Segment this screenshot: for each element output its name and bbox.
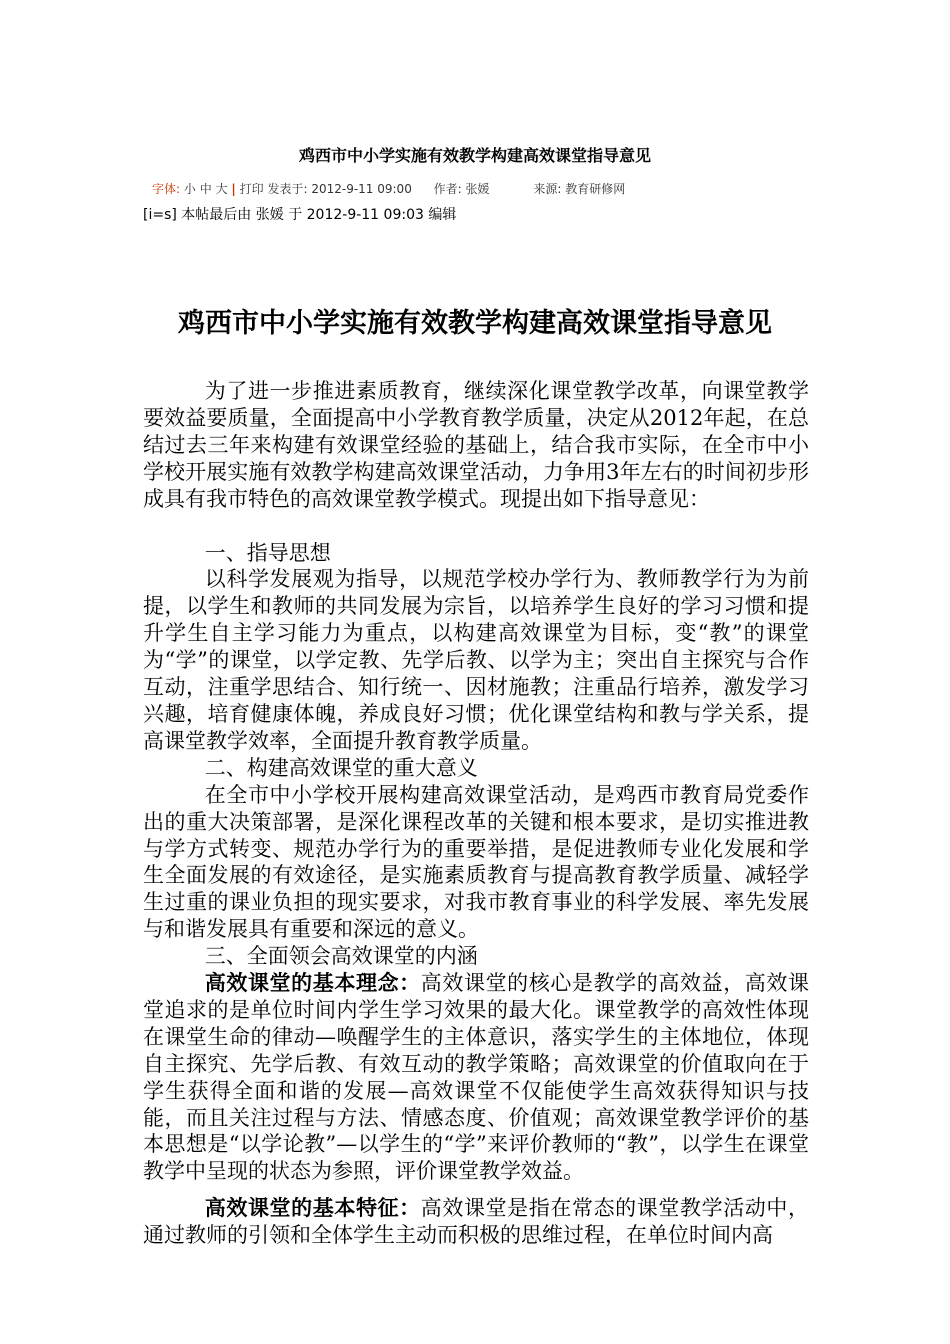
edit-note: [i=s] 本帖最后由 张媛 于 2012-9-11 09:03 编辑 bbox=[143, 207, 457, 223]
intro-paragraph: 为了进一步推进素质教育，继续深化课堂教学改革，向课堂教学要效益要质量，全面提高中小学教育教学质量，决定从2012年起，在总结过去三年来构建有效课堂经验的基础上，结合我市实际，在全市中小学校开展实施有效教学构建高效课堂活动，力争用3年左右的时间初步形成具有我市特色的高效课堂教学模式。现提出如下指导意见： bbox=[143, 379, 809, 511]
posted-time: 发表于: 2012-9-11 09:00 bbox=[267, 182, 412, 196]
font-large-link[interactable]: 大 bbox=[215, 182, 228, 196]
print-link[interactable]: 打印 bbox=[239, 182, 264, 196]
post-meta bbox=[152, 180, 852, 198]
font-size-label: 字体: bbox=[152, 182, 181, 196]
document-body bbox=[143, 378, 809, 1249]
section-paragraph-3 bbox=[143, 970, 809, 1185]
meta-separator: | bbox=[231, 182, 236, 196]
post-source: 来源: 教育研修网 bbox=[533, 182, 626, 196]
section-heading-2: 二、构建高效课堂的重大意义 bbox=[204, 755, 478, 780]
post-title: 鸡西市中小学实施有效教学构建高效课堂指导意见 bbox=[298, 146, 651, 165]
section-paragraph-2: 在全市中小学校开展构建高效课堂活动，是鸡西市教育局党委作出的重大决策部署，是深化课程改革的关键和根本要求，是切实推进教与学方式转变、规范办学行为的重要举措，是促进教师专业化发展和学生全面发展的有效途径，是实施素质教育与提高教育教学质量、减轻学生过重的课业负担的现实要求，对我市教育事业的科学发展、率先发展与和谐发展具有重要和深远的意义。 bbox=[143, 782, 809, 942]
basic-feature-label: 高效课堂的基本特征： bbox=[204, 1195, 421, 1221]
post-author: 作者: 张媛 bbox=[433, 182, 490, 196]
font-medium-link[interactable]: 中 bbox=[199, 182, 212, 196]
section-heading-1: 一、指导思想 bbox=[204, 540, 331, 565]
section-paragraph-4 bbox=[143, 1195, 809, 1249]
section-heading-3: 三、全面领会高效课堂的内涵 bbox=[204, 944, 478, 969]
section-paragraph-1: 以科学发展观为指导，以规范学校办学行为、教师教学行为为前提，以学生和教师的共同发展为宗旨，以培养学生良好的学习习惯和提升学生自主学习能力为重点，以构建高效课堂为目标，变“教”的课堂为“学”的课堂，以学定教、先学后教、以学为主；突出自主探究与合作互动，注重学思结合、知行统一、因材施教；注重品行培养，激发学习兴趣，培育健康体魄，养成良好习惯；优化课堂结构和教与学关系，提高课堂教学效率，全面提升教育教学质量。 bbox=[143, 567, 809, 753]
basic-feature-text: 高效课堂是指在常态的课堂教学活动中，通过教师的引领和全体学生主动而积极的思维过程，在单位时间内高 bbox=[143, 1196, 810, 1248]
basic-concept-text: 高效课堂的核心是教学的高效益，高效课堂追求的是单位时间内学生学习效果的最大化。课堂教学的高效性体现在课堂生命的律动—唤醒学生的主体意识，落实学生的主体地位，体现自主探究、先学后教、有效互动的教学策略；高效课堂的价值取向在于学生获得全面和谐的发展—高效课堂不仅能使学生高效获得知识与技能，而且关注过程与方法、情感态度、价值观；高效课堂教学评价的基本思想是“以学论教”—以学生的“学”来评价教师的“教”，以学生在课堂教学中呈现的状态为参照，评价课堂教学效益。 bbox=[143, 971, 810, 1184]
basic-concept-label: 高效课堂的基本理念： bbox=[204, 970, 421, 996]
document-title: 鸡西市中小学实施有效教学构建高效课堂指导意见 bbox=[178, 308, 772, 339]
font-small-link[interactable]: 小 bbox=[183, 182, 196, 196]
